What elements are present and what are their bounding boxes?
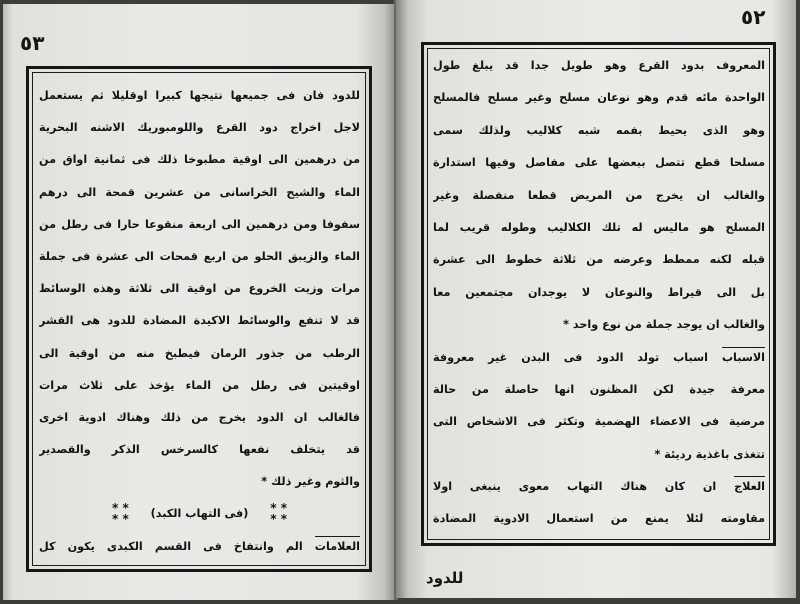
text-line: قد يتخلف نفعها كالسرخس الذكر والقصدير (39, 443, 360, 457)
page-text-block (433, 50, 765, 536)
text-line: تتغذى باغذية رديئة * (654, 447, 765, 461)
text-line: والغالب ان يخرج من المريض قطعا منفصلة وغير (433, 188, 765, 202)
text-line: مرضية فى الاعضاء الهضمية وتكثر فى الاشخاص التى (433, 415, 765, 429)
line-text: اسباب تولد الدود فى البدن غير معروفة (433, 350, 708, 364)
text-line: الماء والزيبق الحلو من اربع قمحات الى عشرة فى جملة (39, 249, 360, 263)
page-number: ٥٢ (741, 5, 766, 29)
asterisk-row: * * (112, 501, 129, 516)
section-keyword: العلامات (315, 536, 360, 553)
text-line: مسلحا قطع تتصل ببعضها على مفاصل وفيها استدارة (433, 156, 765, 170)
section-keyword: العلاج (734, 476, 765, 493)
asterisk-row: * * (270, 501, 287, 516)
text-line: معرفة جيدة لكن المظنون انها حاصلة من حالة (433, 382, 765, 396)
page-text-block (39, 80, 360, 563)
text-line: الماء والشيح الخراسانى من عشرين قمحة الى درهم (39, 185, 360, 199)
line-text: الم وانتفاخ فى القسم الكبدى يكون كل (39, 539, 303, 553)
text-line: مقاومته لئلا يمنع من استعمال الادوية المضادة (433, 512, 765, 526)
asterisk-row: * * (270, 512, 287, 527)
text-line: الرطب من جذور الرمان فيطبخ منه من اوقية الى (39, 346, 360, 360)
text-line: المعروف بدود القرع وهو طويل جدا قد يبلغ طول (433, 59, 765, 72)
text-line: قبله لكنه ممطط وعرضه من ثلاثة خطوط الى عشرة (433, 253, 765, 267)
section-title: (فى التهاب الكبد) (150, 507, 249, 521)
text-line: للدود فان فى جميعها نتيجها كبيرا اوقليلا ثم يستعمل (39, 89, 360, 102)
text-line: والثوم وغير ذلك * (261, 475, 360, 489)
asterisk-row: * * (112, 512, 129, 527)
section-heading (39, 498, 360, 530)
text-line: بل الى قيراط والنوعان لا يوجدان مجتمعين معا (433, 285, 765, 299)
text-line (39, 531, 360, 563)
text-line: قد لا تنفع والوسائط الاكيدة المضادة للدود هى القشر (39, 314, 360, 328)
text-line: سفوفا ومن درهمين الى اربعة منقوعا حارا فى رطل من (39, 217, 360, 231)
text-line: الواحدة مائه قدم وهو نوعان مسلح وغير مسلح فالمسلح (433, 91, 765, 105)
section-keyword: الاسباب (722, 347, 765, 364)
text-line (433, 342, 765, 374)
text-line: فالغالب ان الدود يخرج من ذلك وهناك ادوية اخرى (39, 410, 360, 424)
text-line: وهو الذى يحيط بفمه شبه كلاليب ولذلك سمى (433, 123, 765, 137)
asterisk-ornament (112, 503, 129, 525)
text-line: لاجل اخراج دود القرع واللومبوريك الاشنه البحرية (39, 121, 360, 135)
asterisk-ornament (270, 503, 287, 525)
text-line: من درهمين الى اوقية مطبوخا ذلك فى ثمانية اواق من (39, 153, 360, 167)
catchword: للدود (426, 569, 464, 587)
text-line: المسلح هو ماليس له تلك الكلاليب وطوله قريب لما (433, 220, 765, 234)
text-line: مرات وزيت الخروع من اوقية الى ثلاثة وهذه الوسائط (39, 282, 360, 296)
text-line (433, 471, 765, 503)
text-line: والغالب ان يوجد جملة من نوع واحد * (563, 318, 765, 332)
page-number: ٥٣ (20, 31, 45, 55)
line-text: ان كان هناك التهاب معوى ينبغى اولا (433, 480, 717, 494)
text-line: اوقيتين فى رطل من الماء يؤخذ على ثلاث مرات (39, 378, 360, 392)
